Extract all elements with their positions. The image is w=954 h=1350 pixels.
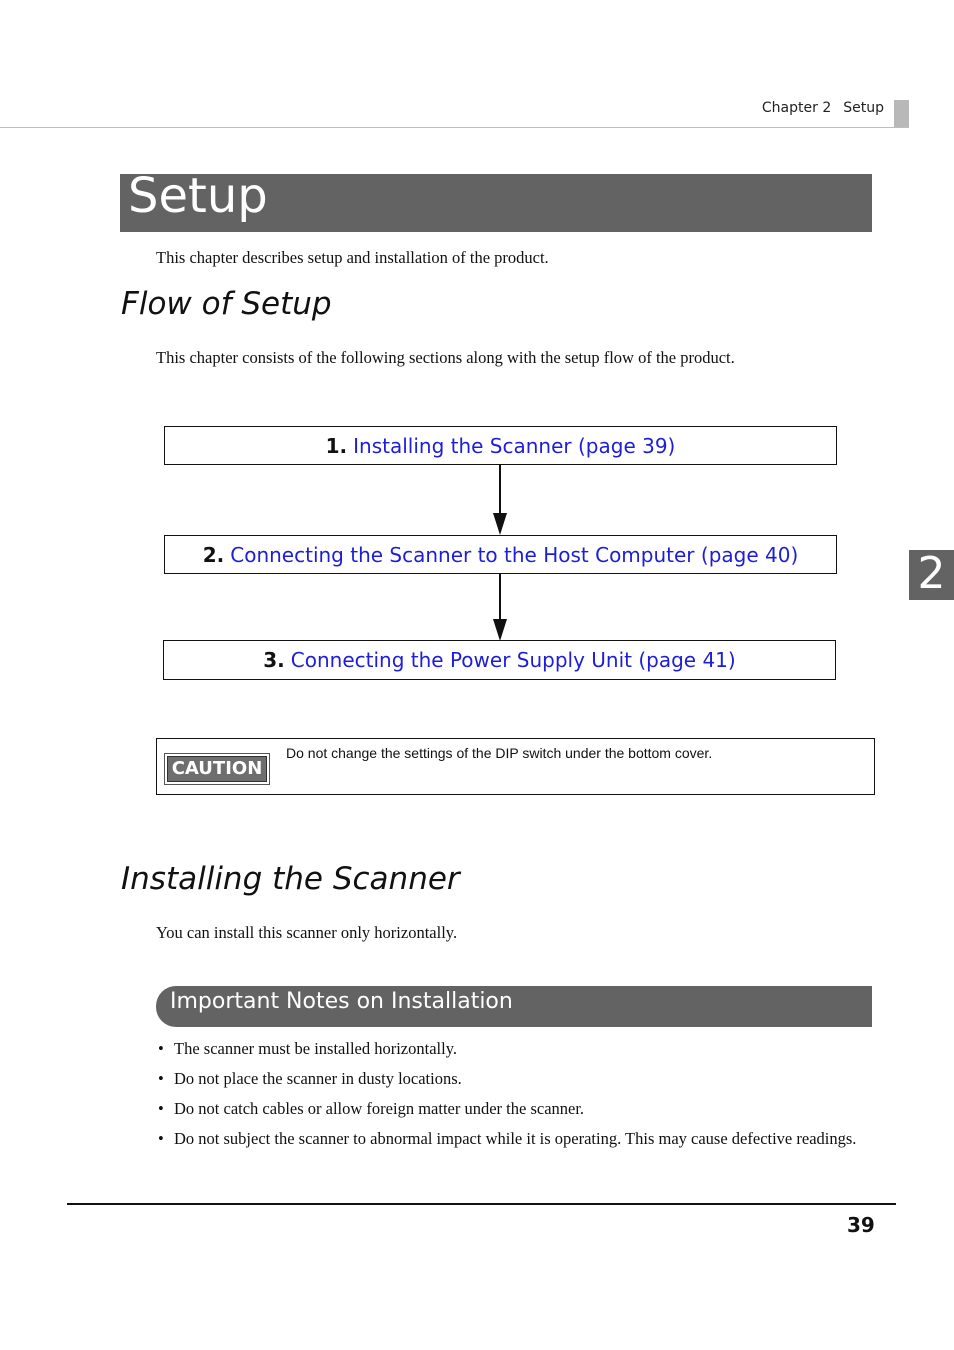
- list-item: • The scanner must be installed horizontally.: [156, 1037, 876, 1061]
- flow-step-link[interactable]: Connecting the Scanner to the Host Computer (page 40): [230, 542, 799, 567]
- install-heading: Installing the Scanner: [121, 861, 460, 897]
- footer-rule: [67, 1203, 896, 1205]
- flow-arrow-line: [499, 574, 501, 620]
- flow-step-number: 3.: [263, 648, 285, 672]
- flow-step-link[interactable]: Connecting the Power Supply Unit (page 41): [290, 648, 736, 672]
- flow-text: This chapter consists of the following sections along with the setup flow of the product.: [156, 348, 735, 367]
- caution-badge: [164, 753, 270, 785]
- caution-text: Do not change the settings of the DIP switch under the bottom cover.: [286, 745, 713, 761]
- flow-arrow-head: [493, 619, 507, 641]
- caution-label: CAUTION: [167, 756, 267, 782]
- flow-step-1: [164, 426, 837, 465]
- running-header: [762, 100, 884, 116]
- flow-heading: Flow of Setup: [121, 286, 332, 322]
- flow-step-link[interactable]: Installing the Scanner (page 39): [353, 433, 676, 458]
- header-chapter: Chapter 2: [761, 100, 832, 116]
- page-number: 39: [847, 1213, 875, 1237]
- installation-notes-list: [156, 1037, 876, 1157]
- caution-note: [156, 738, 875, 795]
- list-item: • Do not subject the scanner to abnormal impact while it is operating. This may cause defective readings.: [156, 1127, 876, 1151]
- intro-text: This chapter describes setup and installation of the product.: [156, 248, 549, 267]
- header-tab-marker: [894, 100, 909, 127]
- header-section: Setup: [843, 100, 884, 116]
- chapter-title-bar: [120, 168, 872, 232]
- install-text: You can install this scanner only horizontally.: [156, 923, 458, 942]
- header-rule: [0, 127, 909, 128]
- subheading: Important Notes on Installation: [170, 989, 513, 1014]
- flow-step-number: 1.: [325, 433, 348, 458]
- flow-arrow-line: [499, 465, 501, 515]
- flow-arrow-head: [493, 513, 507, 535]
- list-item: • Do not place the scanner in dusty locations.: [156, 1067, 876, 1091]
- flow-step-3: [163, 640, 836, 680]
- chapter-number-tab: 2: [909, 550, 954, 600]
- flow-step-2: [164, 535, 837, 574]
- flow-step-number: 2.: [202, 542, 225, 567]
- chapter-title: Setup: [128, 168, 268, 224]
- subheading-bar: [156, 986, 872, 1027]
- list-item: • Do not catch cables or allow foreign matter under the scanner.: [156, 1097, 876, 1121]
